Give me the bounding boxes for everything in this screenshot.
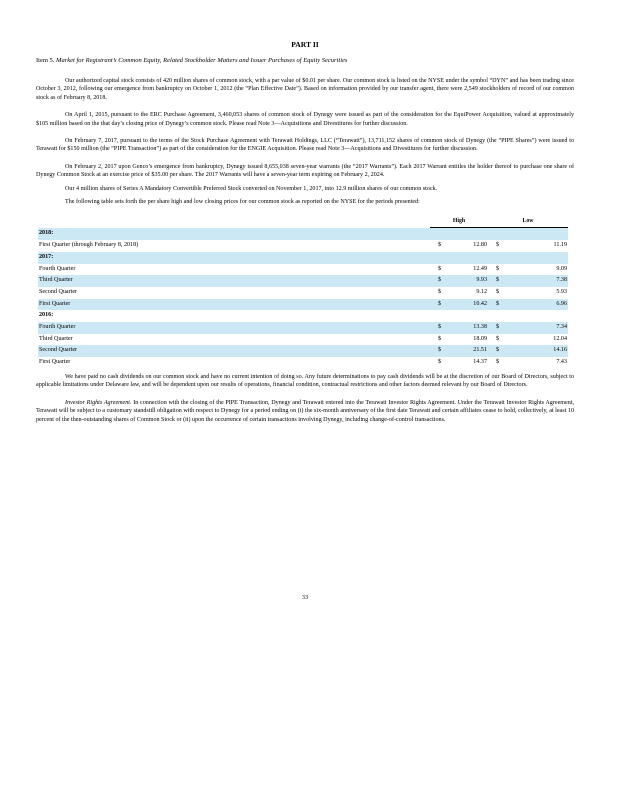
capital-stock-paragraph: Our authorized capital stock consists of 420 million shares of common stock, with a par value of $0.01 per share. Our common stock is listed on the NYSE under the symbol “DYN” and has been trading since October 3, 2012, following our emergence from bankruptcy on October 1, 2012 (the “Plan Effective Date”). Based on information provided by our transfer agent, there were 2,549 stockholders of record of our common stock as of February 8, 2018.	[36, 78, 574, 101]
period-label: Fourth Quarter	[38, 322, 430, 334]
currency-symbol: $	[488, 345, 502, 357]
period-label: Third Quarter	[38, 275, 430, 287]
investor-rights-title: Investor Rights Agreement	[65, 399, 131, 406]
currency-symbol: $	[488, 322, 502, 334]
currency-symbol: $	[430, 275, 444, 287]
currency-symbol: $	[496, 335, 500, 342]
period-label: Third Quarter	[39, 335, 73, 342]
low-price: 11.19	[553, 242, 567, 249]
preferred-stock-paragraph: Our 4 million shares of Series A Mandatory Convertible Preferred Stock converted on November 1, 2017, into 12.9 million shares of our common stock.	[65, 185, 438, 192]
year-label: 2018:	[38, 228, 430, 240]
low-price: 12.04	[553, 335, 567, 342]
item-heading	[36, 57, 574, 64]
currency-symbol: $	[438, 242, 442, 249]
currency-symbol: $	[488, 299, 502, 311]
period-label: Second Quarter	[38, 345, 430, 357]
currency-symbol: $	[496, 242, 500, 249]
table-intro: The following table sets forth the per share high and low closing prices for our common stock as reported on the NYSE for the periods presented:	[65, 199, 420, 206]
period-label: First Quarter	[39, 359, 71, 366]
low-price: 7.38	[502, 275, 568, 287]
stock-price-table	[38, 218, 568, 368]
year-row-2017	[38, 252, 568, 264]
currency-symbol: $	[496, 265, 500, 272]
high-price: 14.37	[473, 359, 487, 366]
high-price: 9.12	[476, 288, 487, 295]
investor-rights-paragraph	[36, 399, 574, 424]
low-price: 7.43	[556, 359, 567, 366]
low-column-header: Low	[488, 218, 568, 228]
table-row	[38, 275, 568, 287]
low-price: 9.09	[556, 265, 567, 272]
table-row	[38, 334, 568, 346]
currency-symbol: $	[438, 335, 442, 342]
table-row	[38, 299, 568, 311]
low-price: 6.96	[502, 299, 568, 311]
table-row	[38, 357, 568, 369]
currency-symbol: $	[496, 288, 500, 295]
table-row	[38, 264, 568, 276]
table-row	[38, 322, 568, 334]
currency-symbol: $	[430, 345, 444, 357]
high-price: 12.80	[473, 242, 487, 249]
table-row	[38, 287, 568, 299]
low-price: 14.16	[502, 345, 568, 357]
erc-purchase-paragraph: On April 1, 2015, pursuant to the ERC Purchase Agreement, 3,460,053 shares of common stock of Dynegy were issued as part of the consideration for the EquiPower Acquisition, valued at approximately $105 million based on the that day’s closing price of Dynegy’s common stock. Please read Note 3—Acquisitions and Divestitures for further discussion.	[36, 112, 574, 127]
investor-rights-text: . In connection with the closing of the PIPE Transaction, Dynegy and Terawatt entered into the Terawatt Investor Rights Agreement. Under the Terawatt Investor Rights Agreement, Terawatt will be subject to a customary standstill obligation with respect to Dynegy for a period ending on (i) the six-month anniversary of the first date Terawatt and certain affiliates cease to hold, collectively, at least 10 percent of the then-outstanding shares of Common Stock or (ii) upon the occurrence of certain transactions involving Dynegy, including change-of-control transactions.	[36, 399, 574, 423]
table-row	[38, 240, 568, 252]
terawatt-paragraph: On February 7, 2017, pursuant to the terms of the Stock Purchase Agreement with Terawatt Holdings, LLC (“Terawatt”), 13,711,152 shares of common stock of Dynegy (the “PIPE Shares”) were issued to Terawatt for $150 million (the “PIPE Transaction”) as part of the consideration for the ENGIE Acquisition. Please read Note 3—Acquisitions and Divestitures for further discussion.	[36, 138, 574, 153]
table-row	[38, 345, 568, 357]
currency-symbol: $	[488, 275, 502, 287]
period-label: Fourth Quarter	[39, 265, 76, 272]
period-label: First Quarter (through February 8, 2018)	[39, 242, 139, 249]
table-header-row	[38, 218, 568, 228]
currency-symbol: $	[496, 359, 500, 366]
high-price: 12.49	[473, 265, 487, 272]
document-page	[36, 40, 574, 601]
currency-symbol: $	[438, 288, 442, 295]
warrants-paragraph: On February 2, 2017 upon Genco’s emergence from bankruptcy, Dynegy issued 8,655,038 seven-year warrants (the “2017 Warrants”). Each 2017 Warrant entitles the holder thereof to purchase one share of Dynegy Common Stock at an exercise price of $35.00 per share. The 2017 Warrants will have a seven-year term expiring on February 2, 2024.	[36, 163, 574, 179]
page-number: 33	[301, 594, 309, 601]
high-price: 21.51	[444, 345, 488, 357]
currency-symbol: $	[438, 265, 442, 272]
high-price: 18.09	[473, 335, 487, 342]
period-label: First Quarter	[38, 299, 430, 311]
item-title: Market for Registrant’s Common Equity, Related Stockholder Matters and Issuer Purchases of Equity Securities	[56, 57, 348, 64]
high-price: 10.42	[444, 299, 488, 311]
period-label: Second Quarter	[39, 288, 78, 295]
currency-symbol: $	[430, 322, 444, 334]
year-row-2016	[38, 310, 568, 322]
currency-symbol: $	[430, 299, 444, 311]
year-label: 2017:	[38, 252, 430, 264]
item-label: Item 5.	[36, 57, 55, 64]
year-label: 2016:	[39, 312, 54, 319]
high-price: 13.38	[444, 322, 488, 334]
high-column-header: High	[430, 218, 488, 228]
dividends-paragraph: We have paid no cash dividends on our common stock and have no current intention of doing so. Any future determinations to pay cash dividends will be at the discretion of our Board of Directors, subject to applicable limitations under Delaware law, and will be dependent upon our results of operations, financial condition, contractual restrictions and other factors deemed relevant by our Board of Directors.	[36, 373, 574, 389]
currency-symbol: $	[438, 359, 442, 366]
low-price: 7.34	[502, 322, 568, 334]
low-price: 5.93	[556, 288, 567, 295]
part-heading: PART II	[291, 40, 319, 49]
high-price: 9.93	[444, 275, 488, 287]
year-row-2018	[38, 228, 568, 240]
